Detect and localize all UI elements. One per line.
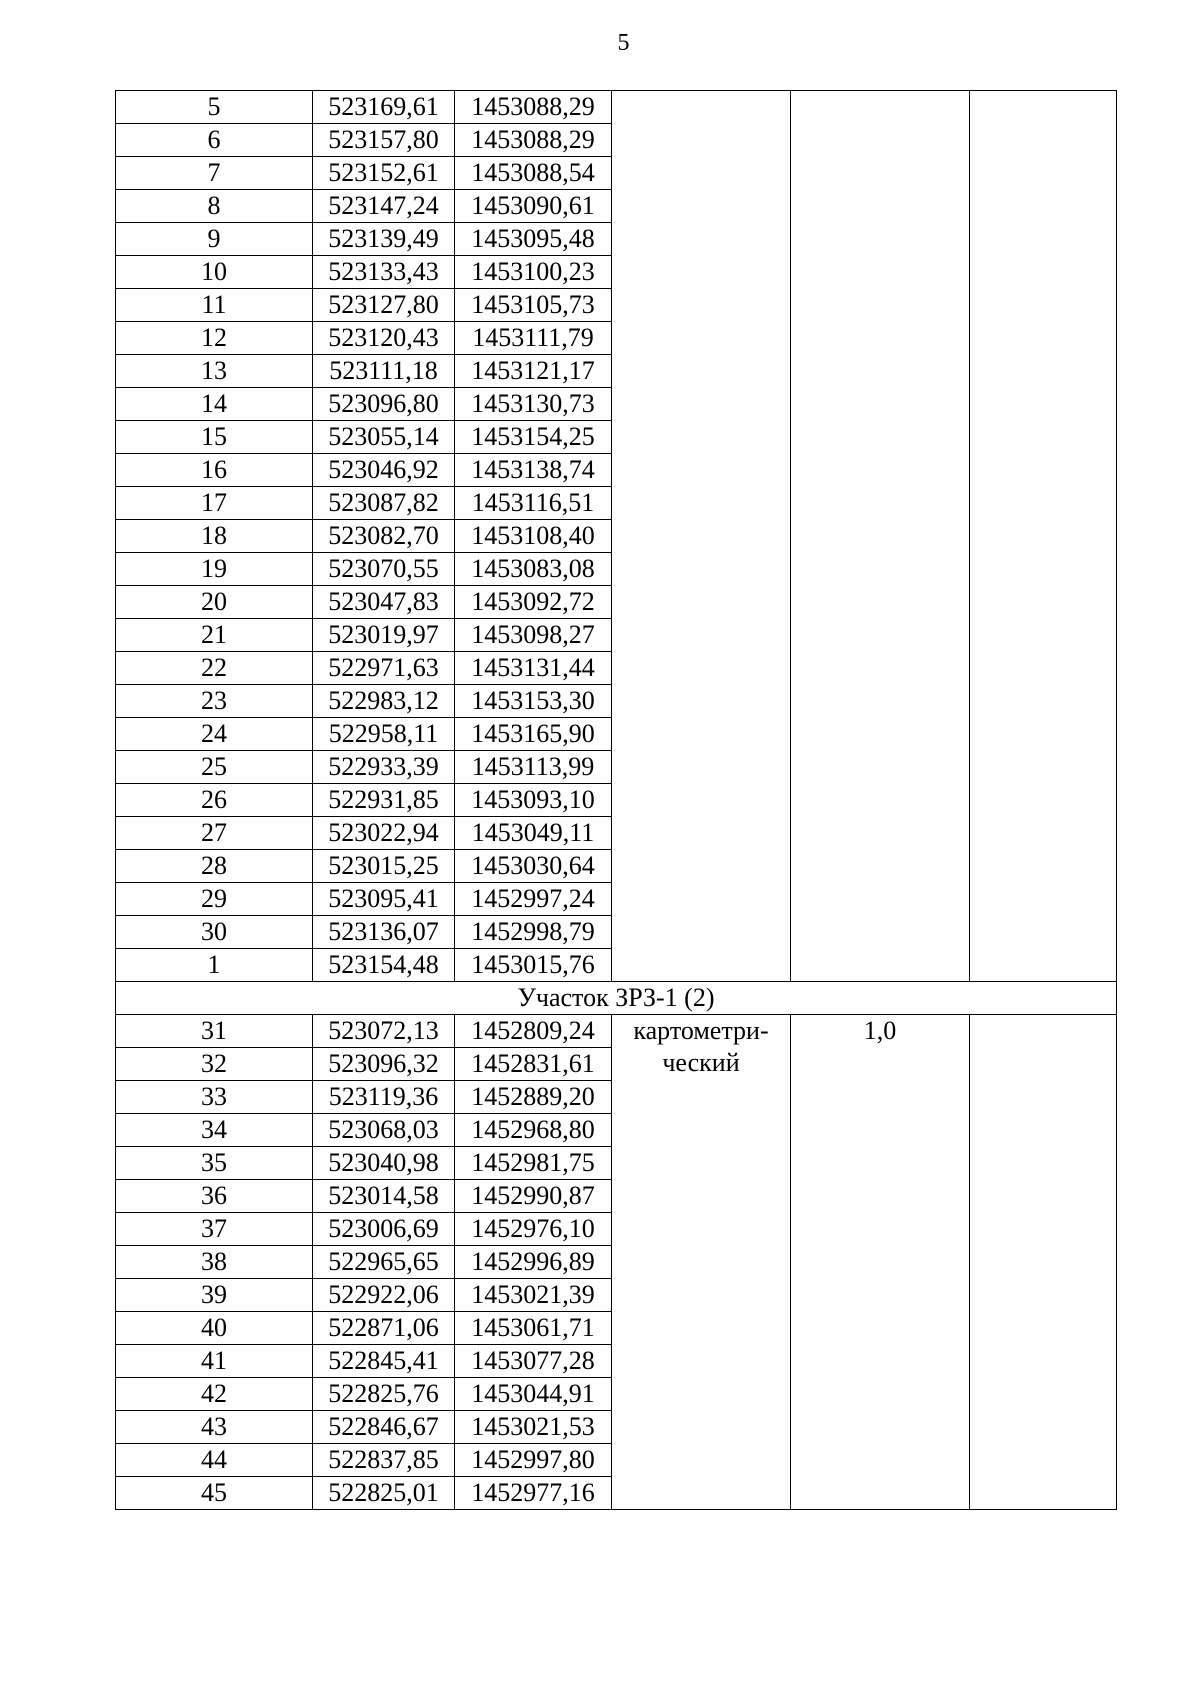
point-number-cell: 17 <box>116 487 313 520</box>
y-coordinate-cell: 1452889,20 <box>455 1081 612 1114</box>
y-coordinate-cell: 1453049,11 <box>455 817 612 850</box>
point-number-cell: 34 <box>116 1114 313 1147</box>
point-number-cell: 24 <box>116 718 313 751</box>
x-coordinate-cell: 523055,14 <box>313 421 455 454</box>
x-coordinate-cell: 523127,80 <box>313 289 455 322</box>
y-coordinate-cell: 1453121,17 <box>455 355 612 388</box>
point-number-cell: 21 <box>116 619 313 652</box>
y-coordinate-cell: 1452996,89 <box>455 1246 612 1279</box>
x-coordinate-cell: 523096,80 <box>313 388 455 421</box>
y-coordinate-cell: 1453021,53 <box>455 1411 612 1444</box>
point-number-cell: 10 <box>116 256 313 289</box>
point-number-cell: 27 <box>116 817 313 850</box>
coordinates-table <box>115 90 1117 1510</box>
y-coordinate-cell: 1453116,51 <box>455 487 612 520</box>
coordinates-table-body <box>116 91 1117 1510</box>
x-coordinate-cell: 522871,06 <box>313 1312 455 1345</box>
x-coordinate-cell: 523120,43 <box>313 322 455 355</box>
y-coordinate-cell: 1453130,73 <box>455 388 612 421</box>
point-number-cell: 15 <box>116 421 313 454</box>
x-coordinate-cell: 522825,76 <box>313 1378 455 1411</box>
x-coordinate-cell: 523096,32 <box>313 1048 455 1081</box>
y-coordinate-cell: 1453088,29 <box>455 91 612 124</box>
x-coordinate-cell: 523111,18 <box>313 355 455 388</box>
y-coordinate-cell: 1453100,23 <box>455 256 612 289</box>
x-coordinate-cell: 523006,69 <box>313 1213 455 1246</box>
y-coordinate-cell: 1452977,16 <box>455 1477 612 1510</box>
y-coordinate-cell: 1453090,61 <box>455 190 612 223</box>
x-coordinate-cell: 523087,82 <box>313 487 455 520</box>
y-coordinate-cell: 1453098,27 <box>455 619 612 652</box>
y-coordinate-cell: 1453154,25 <box>455 421 612 454</box>
x-coordinate-cell: 522958,11 <box>313 718 455 751</box>
accuracy-cell: 1,0 <box>791 1015 970 1510</box>
point-number-cell: 26 <box>116 784 313 817</box>
table-row <box>116 1015 1117 1048</box>
point-number-cell: 44 <box>116 1444 313 1477</box>
point-number-cell: 12 <box>116 322 313 355</box>
x-coordinate-cell: 523152,61 <box>313 157 455 190</box>
y-coordinate-cell: 1453088,29 <box>455 124 612 157</box>
y-coordinate-cell: 1452997,80 <box>455 1444 612 1477</box>
y-coordinate-cell: 1452968,80 <box>455 1114 612 1147</box>
x-coordinate-cell: 523082,70 <box>313 520 455 553</box>
point-number-cell: 35 <box>116 1147 313 1180</box>
point-number-cell: 14 <box>116 388 313 421</box>
x-coordinate-cell: 522931,85 <box>313 784 455 817</box>
point-number-cell: 16 <box>116 454 313 487</box>
y-coordinate-cell: 1453113,99 <box>455 751 612 784</box>
x-coordinate-cell: 523147,24 <box>313 190 455 223</box>
x-coordinate-cell: 523119,36 <box>313 1081 455 1114</box>
x-coordinate-cell: 523040,98 <box>313 1147 455 1180</box>
y-coordinate-cell: 1453095,48 <box>455 223 612 256</box>
method-cell <box>612 1015 791 1510</box>
y-coordinate-cell: 1452981,75 <box>455 1147 612 1180</box>
point-number-cell: 37 <box>116 1213 313 1246</box>
method-text-line1: картометри- <box>633 1016 769 1045</box>
point-number-cell: 20 <box>116 586 313 619</box>
point-number-cell: 25 <box>116 751 313 784</box>
method-cell <box>612 91 791 982</box>
point-number-cell: 39 <box>116 1279 313 1312</box>
point-number-cell: 36 <box>116 1180 313 1213</box>
point-number-cell: 30 <box>116 916 313 949</box>
x-coordinate-cell: 523070,55 <box>313 553 455 586</box>
x-coordinate-cell: 522846,67 <box>313 1411 455 1444</box>
x-coordinate-cell: 522965,65 <box>313 1246 455 1279</box>
x-coordinate-cell: 523157,80 <box>313 124 455 157</box>
x-coordinate-cell: 523015,25 <box>313 850 455 883</box>
y-coordinate-cell: 1453077,28 <box>455 1345 612 1378</box>
point-number-cell: 9 <box>116 223 313 256</box>
point-number-cell: 11 <box>116 289 313 322</box>
point-number-cell: 18 <box>116 520 313 553</box>
x-coordinate-cell: 522933,39 <box>313 751 455 784</box>
point-number-cell: 31 <box>116 1015 313 1048</box>
y-coordinate-cell: 1453044,91 <box>455 1378 612 1411</box>
y-coordinate-cell: 1453061,71 <box>455 1312 612 1345</box>
point-number-cell: 32 <box>116 1048 313 1081</box>
point-number-cell: 5 <box>116 91 313 124</box>
x-coordinate-cell: 522825,01 <box>313 1477 455 1510</box>
point-number-cell: 22 <box>116 652 313 685</box>
section-title: Участок ЗРЗ-1 (2) <box>116 982 1117 1015</box>
y-coordinate-cell: 1453153,30 <box>455 685 612 718</box>
x-coordinate-cell: 523068,03 <box>313 1114 455 1147</box>
y-coordinate-cell: 1453105,73 <box>455 289 612 322</box>
point-number-cell: 38 <box>116 1246 313 1279</box>
x-coordinate-cell: 523019,97 <box>313 619 455 652</box>
point-number-cell: 41 <box>116 1345 313 1378</box>
x-coordinate-cell: 523046,92 <box>313 454 455 487</box>
page-number: 5 <box>617 30 630 56</box>
method-text-line2: ческий <box>662 1048 740 1077</box>
point-number-cell: 23 <box>116 685 313 718</box>
point-number-cell: 40 <box>116 1312 313 1345</box>
point-number-cell: 8 <box>116 190 313 223</box>
y-coordinate-cell: 1452990,87 <box>455 1180 612 1213</box>
x-coordinate-cell: 523139,49 <box>313 223 455 256</box>
y-coordinate-cell: 1453138,74 <box>455 454 612 487</box>
section-row <box>116 982 1117 1015</box>
x-coordinate-cell: 522971,63 <box>313 652 455 685</box>
x-coordinate-cell: 522837,85 <box>313 1444 455 1477</box>
y-coordinate-cell: 1452997,24 <box>455 883 612 916</box>
x-coordinate-cell: 523095,41 <box>313 883 455 916</box>
description-cell <box>970 91 1117 982</box>
y-coordinate-cell: 1453088,54 <box>455 157 612 190</box>
point-number-cell: 7 <box>116 157 313 190</box>
point-number-cell: 1 <box>116 949 313 982</box>
x-coordinate-cell: 523047,83 <box>313 586 455 619</box>
point-number-cell: 42 <box>116 1378 313 1411</box>
accuracy-cell <box>791 91 970 982</box>
y-coordinate-cell: 1453165,90 <box>455 718 612 751</box>
x-coordinate-cell: 523136,07 <box>313 916 455 949</box>
y-coordinate-cell: 1453021,39 <box>455 1279 612 1312</box>
point-number-cell: 19 <box>116 553 313 586</box>
x-coordinate-cell: 523022,94 <box>313 817 455 850</box>
x-coordinate-cell: 523014,58 <box>313 1180 455 1213</box>
point-number-cell: 13 <box>116 355 313 388</box>
x-coordinate-cell: 523133,43 <box>313 256 455 289</box>
table-row <box>116 91 1117 124</box>
point-number-cell: 45 <box>116 1477 313 1510</box>
x-coordinate-cell: 523154,48 <box>313 949 455 982</box>
y-coordinate-cell: 1453093,10 <box>455 784 612 817</box>
y-coordinate-cell: 1453111,79 <box>455 322 612 355</box>
point-number-cell: 43 <box>116 1411 313 1444</box>
y-coordinate-cell: 1453030,64 <box>455 850 612 883</box>
point-number-cell: 33 <box>116 1081 313 1114</box>
point-number-cell: 6 <box>116 124 313 157</box>
y-coordinate-cell: 1452831,61 <box>455 1048 612 1081</box>
y-coordinate-cell: 1453092,72 <box>455 586 612 619</box>
x-coordinate-cell: 523169,61 <box>313 91 455 124</box>
x-coordinate-cell: 522845,41 <box>313 1345 455 1378</box>
x-coordinate-cell: 522983,12 <box>313 685 455 718</box>
x-coordinate-cell: 523072,13 <box>313 1015 455 1048</box>
y-coordinate-cell: 1452809,24 <box>455 1015 612 1048</box>
point-number-cell: 29 <box>116 883 313 916</box>
y-coordinate-cell: 1452976,10 <box>455 1213 612 1246</box>
point-number-cell: 28 <box>116 850 313 883</box>
x-coordinate-cell: 522922,06 <box>313 1279 455 1312</box>
y-coordinate-cell: 1453131,44 <box>455 652 612 685</box>
y-coordinate-cell: 1453015,76 <box>455 949 612 982</box>
y-coordinate-cell: 1453108,40 <box>455 520 612 553</box>
description-cell <box>970 1015 1117 1510</box>
y-coordinate-cell: 1452998,79 <box>455 916 612 949</box>
y-coordinate-cell: 1453083,08 <box>455 553 612 586</box>
